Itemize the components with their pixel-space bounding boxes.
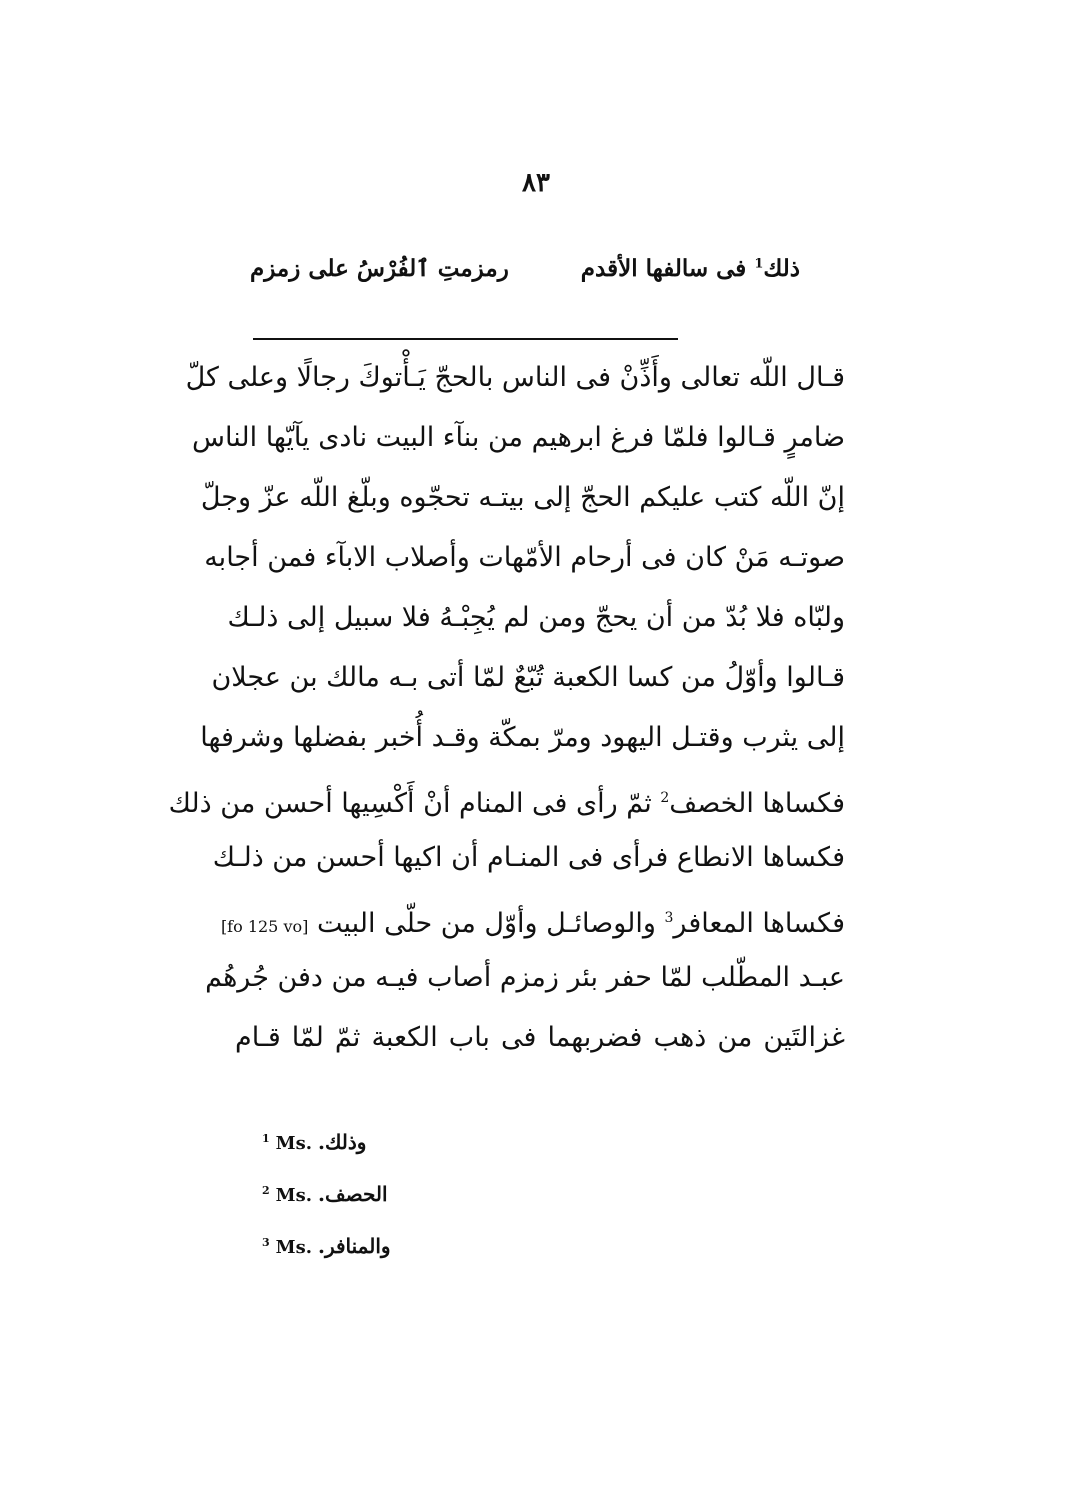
folio-marker: [fo 125 vo] xyxy=(220,917,309,936)
text-line: فكساها المعافر$^3$ والوصائـل وأوّل من حلّى البيت [fo 125 vo] xyxy=(220,908,845,939)
footnote-label: Ms. xyxy=(275,1133,312,1154)
text-line: صوتـه مَنْ كان فى أرحام الأمّهات وأصلاب الابآء فمن أجابه xyxy=(204,542,845,573)
footnote-label: Ms. xyxy=(275,1237,312,1258)
footnote-ref: 1 xyxy=(754,256,764,272)
footnote xyxy=(262,1122,662,1174)
text-line: ضامرٍ قـالوا فلمّا فرغ ابرهيم من بنآء البيت نادى يآيّها الناس xyxy=(192,422,845,453)
text-line: ولبّاه فلا بُدّ من أن يحجّ ومن لم يُجِبْـهُ فلا سبيل إلى ذلـك xyxy=(227,602,845,633)
text-line: إنّ اللّه كتب عليكم الحجّ إلى بيتـه تحجّوه وبلّغ اللّه عزّ وجلّ xyxy=(200,482,845,513)
verse-header xyxy=(250,255,800,282)
footnote-ref: 3 xyxy=(664,910,674,926)
footnote-mark: 1 xyxy=(262,1132,270,1145)
footnote xyxy=(262,1226,662,1278)
main-text xyxy=(168,348,845,1068)
text-line: غزالتَين من ذهب فضربهما فى باب الكعبة ثمّ لمّا قـام xyxy=(235,1022,845,1053)
section-divider xyxy=(253,338,678,340)
text-line: إلى يثرب وقتـل اليهود ومرّ بمكّة وقـد أُخبر بفضلها وشرفها xyxy=(200,722,845,753)
footnotes xyxy=(262,1122,662,1278)
footnote-ref: 2 xyxy=(660,790,670,806)
verse-right-hemistich: ذلك$^1$ فى سالفها الأقدم xyxy=(580,255,800,282)
text-line: عبـد المطّلب لمّا حفر بئر زمزم أصاب فيـه من دفن جُرهُم xyxy=(205,962,845,993)
footnote-reading: وذلك. xyxy=(317,1130,367,1154)
footnote-mark: 2 xyxy=(262,1184,270,1197)
footnote xyxy=(262,1174,662,1226)
page-number: ٨٣ xyxy=(522,168,550,198)
footnote-mark: 3 xyxy=(262,1236,270,1249)
text-line: قـال اللّه تعالى وأَذِّنْ فى الناس بالحجّ يَـأْتوكَ رجالًا وعلى كلّ xyxy=(185,362,845,393)
text-line: قـالوا وأوّلُ من كسا الكعبة تُبّعٌ لمّا أتى بـه مالك بن عجلان xyxy=(211,662,845,693)
text-line: فكساها الانطاع فرأى فى المنـام أن اكيها أحسن من ذلـك xyxy=(212,842,845,873)
footnote-reading: والمنافر. xyxy=(317,1234,391,1258)
verse-left-hemistich: رمزمتِ ٱلفُرْسُ على زمزم xyxy=(250,255,509,282)
footnote-label: Ms. xyxy=(275,1185,312,1206)
footnote-reading: الحصف. xyxy=(317,1182,388,1206)
text-line: فكساها الخصف$^2$ ثمّ رأى فى المنام أنْ أَكْسِيها أحسن من ذلك xyxy=(168,788,845,819)
